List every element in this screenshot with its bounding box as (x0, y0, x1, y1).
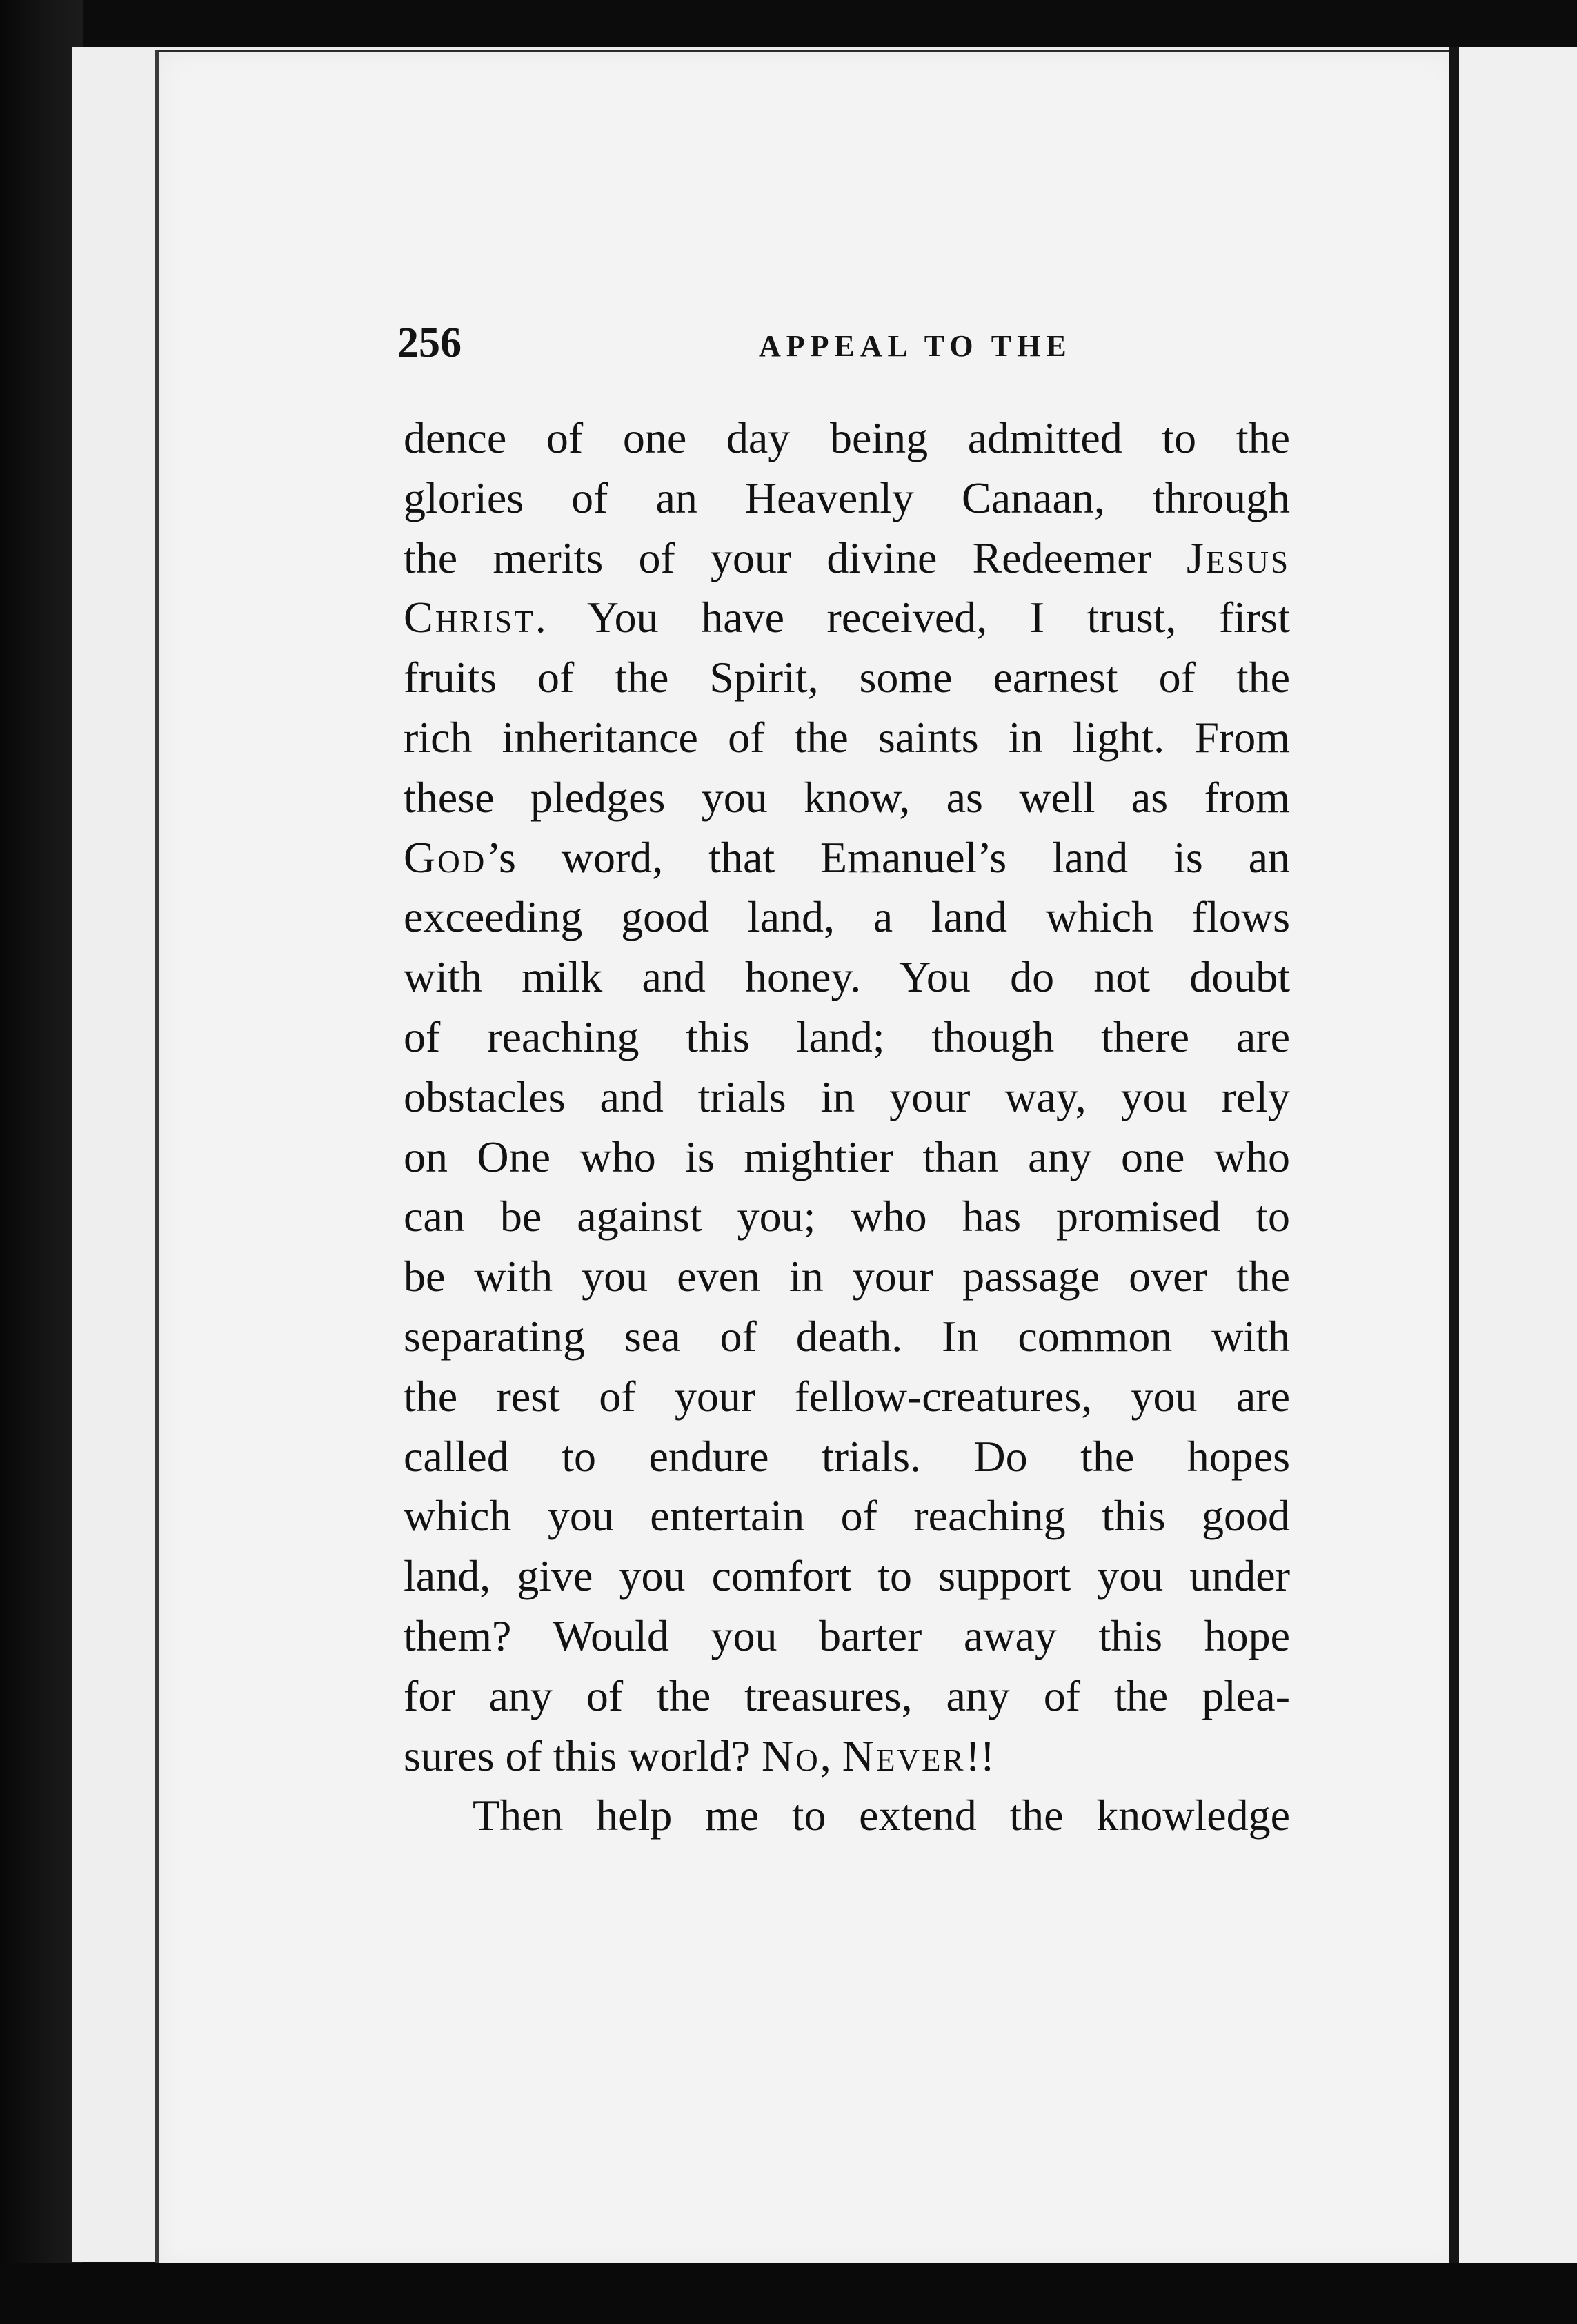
text-line: separating sea of death. In common with (404, 1311, 1290, 1361)
page-header (240, 316, 1289, 371)
book-gutter (1449, 47, 1459, 2269)
scan-bottom-edge (0, 2263, 1577, 2324)
text-run: ’s word, that Emanuel’s land is an (486, 832, 1290, 882)
text-line: which you entertain of reaching this good (404, 1491, 1290, 1541)
text-line (404, 588, 1290, 648)
text-run: sures of this world? (404, 1731, 762, 1780)
text-line: Then help me to extend the knowledge (473, 1791, 1290, 1840)
text-line: them? Would you barter away this hope (404, 1611, 1290, 1660)
text-line: fruits of the Spirit, some earnest of the (404, 653, 1290, 702)
text-line (404, 828, 1290, 888)
text-run: . You have received, I trust, first (535, 593, 1290, 642)
text-line: called to endure trials. Do the hopes (404, 1431, 1290, 1481)
text-line (404, 1726, 1290, 1786)
text-line: obstacles and trials in your way, you rely (404, 1072, 1290, 1121)
book-binding-edge (0, 0, 83, 2324)
page-number: 256 (397, 319, 462, 366)
text-run: the merits of your divine Redeemer (404, 533, 1187, 582)
text-line: for any of the treasures, any of the plea- (404, 1671, 1290, 1720)
small-caps-name: God (404, 832, 487, 882)
text-line: with milk and honey. You do not doubt (404, 952, 1290, 1002)
text-run: !! (965, 1731, 995, 1780)
text-line: on One who is mightier than any one who (404, 1132, 1290, 1181)
text-line: can be against you; who has promised to (404, 1192, 1290, 1241)
text-line: the rest of your fellow-creatures, you are (404, 1371, 1290, 1421)
facing-page-edge (1459, 47, 1577, 2269)
small-caps-name: Christ (404, 593, 535, 642)
small-caps-word: No (762, 1731, 820, 1780)
small-caps-name: Jesus (1187, 533, 1290, 582)
text-line: land, give you comfort to support you under (404, 1551, 1290, 1601)
small-caps-word: Never (842, 1731, 966, 1780)
text-line: dence of one day being admitted to the (404, 413, 1290, 462)
text-line: glories of an Heavenly Canaan, through (404, 473, 1290, 522)
text-line: rich inheritance of the saints in light. From (404, 712, 1290, 762)
body-text (404, 408, 1290, 1846)
text-run: , (820, 1731, 842, 1780)
text-line (404, 529, 1290, 589)
running-head: APPEAL TO THE (759, 329, 1072, 363)
text-line: be with you even in your passage over the (404, 1252, 1290, 1301)
text-line: these pledges you know, as well as from (404, 772, 1290, 822)
text-line: of reaching this land; though there are (404, 1012, 1290, 1061)
text-line: exceeding good land, a land which flows (404, 892, 1290, 942)
